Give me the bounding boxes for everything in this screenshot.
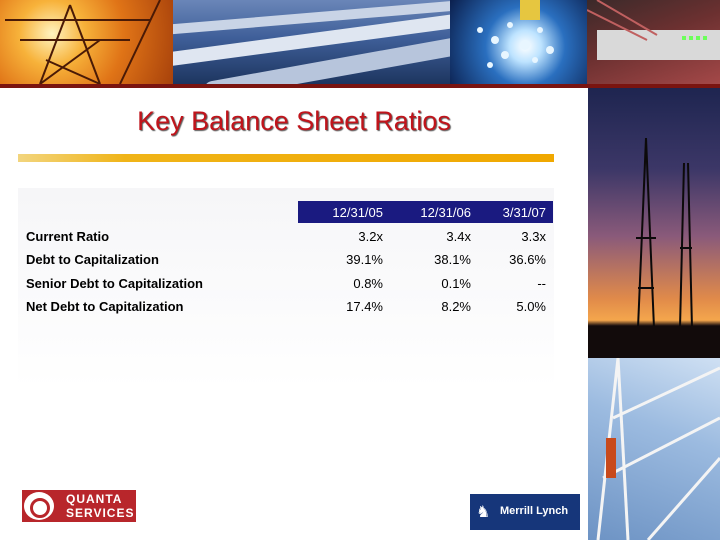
table-cell: 8.2% [441,299,471,314]
header-photo-banner [0,0,720,84]
photo-lineman-on-tower [588,358,720,540]
quanta-q-logo-icon [24,492,54,520]
table-cell: -- [537,276,546,291]
table-cell: 3.4x [446,229,471,244]
table-cell: 39.1% [346,252,383,267]
merrill-lynch-name: Merrill Lynch [500,505,569,517]
column-header: 3/31/07 [502,205,546,220]
photo-network-equipment [587,0,720,84]
table-cell: 17.4% [346,299,383,314]
row-label-debt-to-capitalization: Debt to Capitalization [26,252,159,267]
row-label-net-debt: Net Debt to Capitalization [26,299,184,314]
quanta-logo-line1: QUANTA [66,492,123,506]
table-cell: 38.1% [434,252,471,267]
photo-transmission-tower [0,0,173,84]
quanta-services-logo [22,490,136,522]
row-label-senior-debt: Senior Debt to Capitalization [26,276,203,291]
table-cell: 3.3x [521,229,546,244]
table-cell: 0.8% [353,276,383,291]
photo-cell-towers-sunset [588,88,720,358]
column-header: 12/31/05 [332,205,383,220]
photo-pipelines [173,0,450,84]
table-cell: 3.2x [358,229,383,244]
column-header: 12/31/06 [420,205,471,220]
photo-fiber-optics [450,0,587,84]
quanta-logo-line2: SERVICES [66,506,135,520]
row-label-current-ratio: Current Ratio [26,229,110,244]
merrill-lynch-logo [470,494,580,530]
title-underline [18,154,554,162]
table-cell: 0.1% [441,276,471,291]
table-cell: 5.0% [516,299,546,314]
merrill-bull-icon: ♞ [476,504,491,521]
table-cell: 36.6% [509,252,546,267]
slide-title: Key Balance Sheet Ratios [137,106,451,136]
